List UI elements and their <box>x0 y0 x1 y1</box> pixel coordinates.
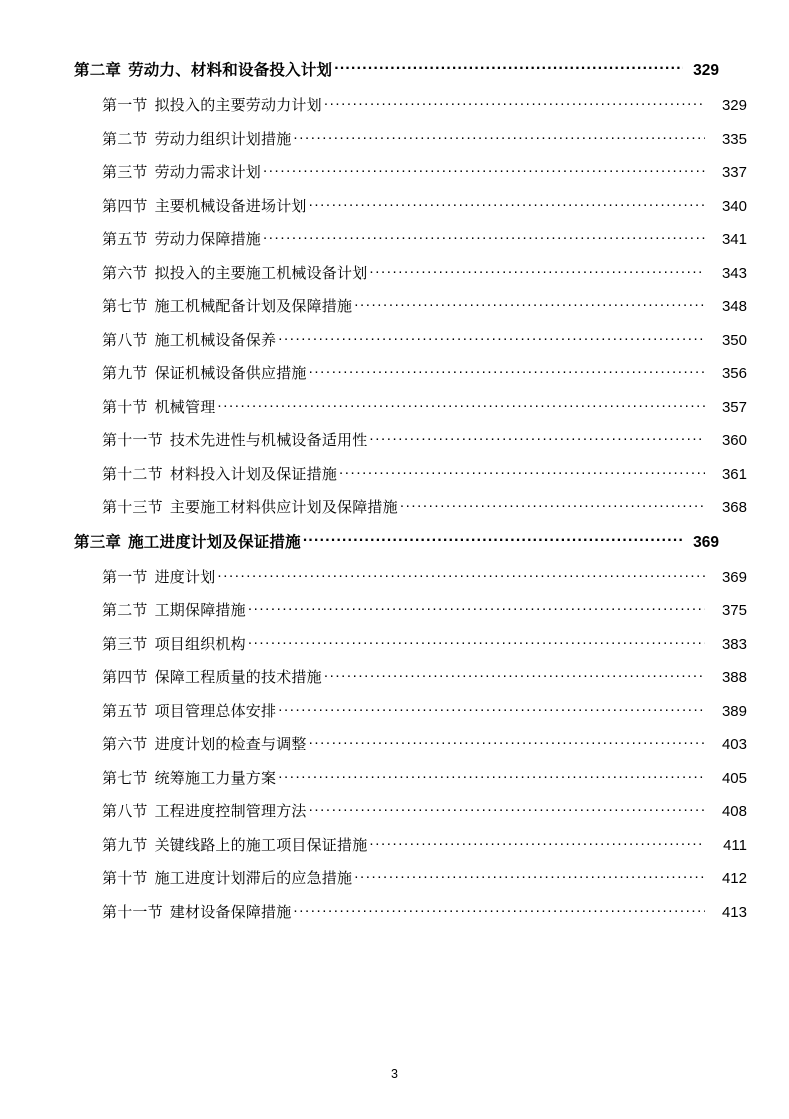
toc-leader-dots <box>278 701 705 716</box>
toc-leader-dots <box>354 868 705 883</box>
toc-entry-page: 388 <box>721 669 747 686</box>
toc-entry-page: 361 <box>721 465 747 483</box>
toc-entry-page: 408 <box>721 803 747 820</box>
toc-chapter-entry[interactable] <box>74 530 719 552</box>
toc-leader-dots <box>369 430 705 445</box>
toc-entry-text: 施工进度计划滞后的应急措施 <box>154 870 353 887</box>
toc-entry-label: 第五节 <box>102 702 148 720</box>
toc-entry-text: 关键线路上的施工项目保证措施 <box>154 836 368 854</box>
toc-entry-title <box>102 228 261 249</box>
toc-entry-label: 第十二节 <box>102 465 163 483</box>
toc-entry-page: 369 <box>721 568 747 586</box>
toc-entry-title <box>102 599 246 620</box>
toc-leader-dots <box>217 397 705 412</box>
toc-section-entry[interactable] <box>74 463 747 484</box>
toc-leader-dots <box>263 162 705 177</box>
toc-section-entry[interactable] <box>74 834 747 855</box>
toc-entry-label: 第四节 <box>102 197 148 215</box>
toc-section-entry[interactable] <box>74 566 747 587</box>
toc-section-entry[interactable] <box>74 901 747 922</box>
toc-section-entry[interactable] <box>74 161 747 182</box>
toc-entry-text: 拟投入的主要劳动力计划 <box>154 97 322 114</box>
toc-entry-text: 主要施工材料供应计划及保障措施 <box>169 499 398 516</box>
toc-section-entry[interactable] <box>74 195 747 216</box>
toc-entry-text: 统筹施工力量方案 <box>154 769 277 787</box>
toc-entry-label: 第二节 <box>102 602 148 619</box>
toc-entry-title <box>102 329 276 350</box>
toc-entry-page: 403 <box>721 736 747 753</box>
toc-leader-dots <box>324 95 705 110</box>
toc-section-entry[interactable] <box>74 800 747 821</box>
toc-entry-text: 材料投入计划及保证措施 <box>169 465 338 483</box>
toc-entry-text: 劳动力、材料和设备投入计划 <box>128 62 333 79</box>
toc-entry-title <box>102 901 291 922</box>
toc-leader-dots <box>339 464 705 479</box>
toc-entry-label: 第一节 <box>102 568 148 586</box>
toc-section-entry[interactable] <box>74 429 747 450</box>
toc-entry-title <box>102 362 307 383</box>
toc-entry-page: 337 <box>721 164 747 181</box>
toc-entry-title <box>74 58 332 80</box>
toc-entry-label: 第三节 <box>102 164 148 181</box>
toc-entry-page: 412 <box>721 870 747 887</box>
toc-entry-text: 主要机械设备进场计划 <box>154 197 307 215</box>
toc-entry-label: 第八节 <box>102 331 148 349</box>
toc-leader-dots <box>248 634 705 649</box>
toc-entry-title <box>102 700 276 721</box>
toc-entry-label: 第六节 <box>102 736 148 753</box>
toc-entry-label: 第七节 <box>102 298 148 315</box>
toc-entry-title <box>102 295 352 316</box>
page-number: 3 <box>391 1067 398 1081</box>
toc-entry-page: 413 <box>721 903 747 921</box>
toc-entry-page: 375 <box>721 602 747 619</box>
toc-section-entry[interactable] <box>74 329 747 350</box>
toc-entry-label: 第十三节 <box>102 499 163 516</box>
toc-entry-page: 360 <box>721 432 747 449</box>
toc-entry-page: 405 <box>721 769 747 787</box>
toc-entry-title <box>102 429 367 450</box>
toc-leader-dots <box>309 363 705 378</box>
toc-entry-label: 第九节 <box>102 836 148 854</box>
toc-entry-label: 第十节 <box>102 398 148 416</box>
table-of-contents <box>74 58 747 934</box>
toc-entry-title <box>102 128 291 149</box>
toc-entry-page: 383 <box>721 635 747 653</box>
toc-entry-title <box>102 733 307 754</box>
toc-leader-dots <box>248 600 705 615</box>
toc-section-entry[interactable] <box>74 666 747 687</box>
toc-leader-dots <box>217 567 705 582</box>
toc-entry-text: 项目管理总体安排 <box>154 702 277 720</box>
toc-section-entry[interactable] <box>74 599 747 620</box>
toc-chapter-entry[interactable] <box>74 58 719 80</box>
toc-section-entry[interactable] <box>74 94 747 115</box>
toc-entry-page: 341 <box>721 231 747 248</box>
toc-entry-title <box>102 161 261 182</box>
toc-section-entry[interactable] <box>74 128 747 149</box>
toc-section-entry[interactable] <box>74 867 747 888</box>
toc-entry-title <box>102 767 276 788</box>
toc-entry-label: 第九节 <box>102 365 148 382</box>
toc-leader-dots <box>309 801 705 816</box>
toc-entry-text: 机械管理 <box>154 398 216 416</box>
toc-entry-label: 第八节 <box>102 803 148 820</box>
toc-entry-text: 劳动力保障措施 <box>154 231 262 248</box>
toc-entry-page: 411 <box>723 836 747 854</box>
toc-section-entry[interactable] <box>74 228 747 249</box>
toc-section-entry[interactable] <box>74 362 747 383</box>
toc-leader-dots <box>400 497 705 512</box>
toc-entry-title <box>74 530 301 552</box>
toc-leader-dots <box>354 296 705 311</box>
toc-entry-title <box>102 94 322 115</box>
toc-section-entry[interactable] <box>74 496 747 517</box>
toc-entry-title <box>102 496 398 517</box>
toc-entry-label: 第四节 <box>102 669 148 686</box>
toc-entry-title <box>102 463 337 484</box>
toc-entry-text: 进度计划的检查与调整 <box>154 736 307 753</box>
toc-entry-label: 第十节 <box>102 870 148 887</box>
toc-section-entry[interactable] <box>74 262 747 283</box>
toc-entry-text: 保证机械设备供应措施 <box>154 365 307 382</box>
toc-leader-dots <box>293 129 705 144</box>
toc-entry-label: 第二节 <box>102 130 148 148</box>
toc-section-entry[interactable] <box>74 767 747 788</box>
toc-leader-dots <box>369 835 705 850</box>
toc-entry-page: 356 <box>721 365 747 382</box>
toc-entry-text: 施工机械配备计划及保障措施 <box>154 298 353 315</box>
toc-entry-page: 335 <box>721 130 747 148</box>
toc-entry-text: 工程进度控制管理方法 <box>154 803 307 820</box>
toc-entry-title <box>102 867 352 888</box>
toc-entry-title <box>102 262 367 283</box>
toc-leader-dots <box>263 229 705 244</box>
toc-entry-text: 技术先进性与机械设备适用性 <box>169 432 368 449</box>
toc-entry-title <box>102 566 215 587</box>
toc-leader-dots <box>334 60 683 76</box>
toc-leader-dots <box>369 263 705 278</box>
toc-entry-text: 保障工程质量的技术措施 <box>154 669 322 686</box>
toc-leader-dots <box>278 768 705 783</box>
toc-entry-page: 350 <box>721 331 747 349</box>
toc-leader-dots <box>309 734 705 749</box>
toc-entry-text: 劳动力组织计划措施 <box>154 130 292 148</box>
toc-entry-label: 第一节 <box>102 97 148 114</box>
toc-entry-text: 劳动力需求计划 <box>154 164 262 181</box>
toc-section-entry[interactable] <box>74 633 747 654</box>
toc-leader-dots <box>309 196 705 211</box>
toc-entry-text: 进度计划 <box>154 568 216 586</box>
toc-entry-text: 项目组织机构 <box>154 635 246 653</box>
toc-entry-label: 第七节 <box>102 769 148 787</box>
toc-entry-label: 第三节 <box>102 635 148 653</box>
toc-entry-title <box>102 195 307 216</box>
toc-entry-title <box>102 834 367 855</box>
toc-entry-text: 建材设备保障措施 <box>169 903 292 921</box>
toc-entry-page: 389 <box>721 702 747 720</box>
toc-entry-label: 第五节 <box>102 231 148 248</box>
toc-section-entry[interactable] <box>74 396 747 417</box>
toc-leader-dots <box>278 330 705 345</box>
toc-entry-title <box>102 396 215 417</box>
toc-section-entry[interactable] <box>74 700 747 721</box>
toc-entry-page: 340 <box>721 197 747 215</box>
toc-entry-text: 施工进度计划及保证措施 <box>128 533 301 551</box>
toc-entry-page: 329 <box>721 97 747 114</box>
toc-leader-dots <box>293 902 705 917</box>
toc-section-entry[interactable] <box>74 733 747 754</box>
toc-entry-label: 第十一节 <box>102 903 163 921</box>
toc-entry-page: 348 <box>721 298 747 315</box>
toc-entry-text: 拟投入的主要施工机械设备计划 <box>154 264 368 282</box>
toc-entry-page: 369 <box>693 533 719 551</box>
toc-leader-dots <box>303 531 683 547</box>
toc-entry-title <box>102 633 246 654</box>
toc-entry-page: 343 <box>721 264 747 282</box>
toc-entry-page: 329 <box>693 62 719 79</box>
toc-entry-text: 施工机械设备保养 <box>154 331 277 349</box>
toc-entry-title <box>102 800 307 821</box>
toc-entry-label: 第二章 <box>74 62 122 79</box>
toc-entry-text: 工期保障措施 <box>154 602 246 619</box>
toc-entry-title <box>102 666 322 687</box>
toc-section-entry[interactable] <box>74 295 747 316</box>
toc-entry-page: 357 <box>721 398 747 416</box>
toc-entry-page: 368 <box>721 499 747 516</box>
toc-entry-label: 第十一节 <box>102 432 163 449</box>
toc-leader-dots <box>324 667 705 682</box>
toc-entry-label: 第三章 <box>74 533 122 551</box>
toc-entry-label: 第六节 <box>102 264 148 282</box>
